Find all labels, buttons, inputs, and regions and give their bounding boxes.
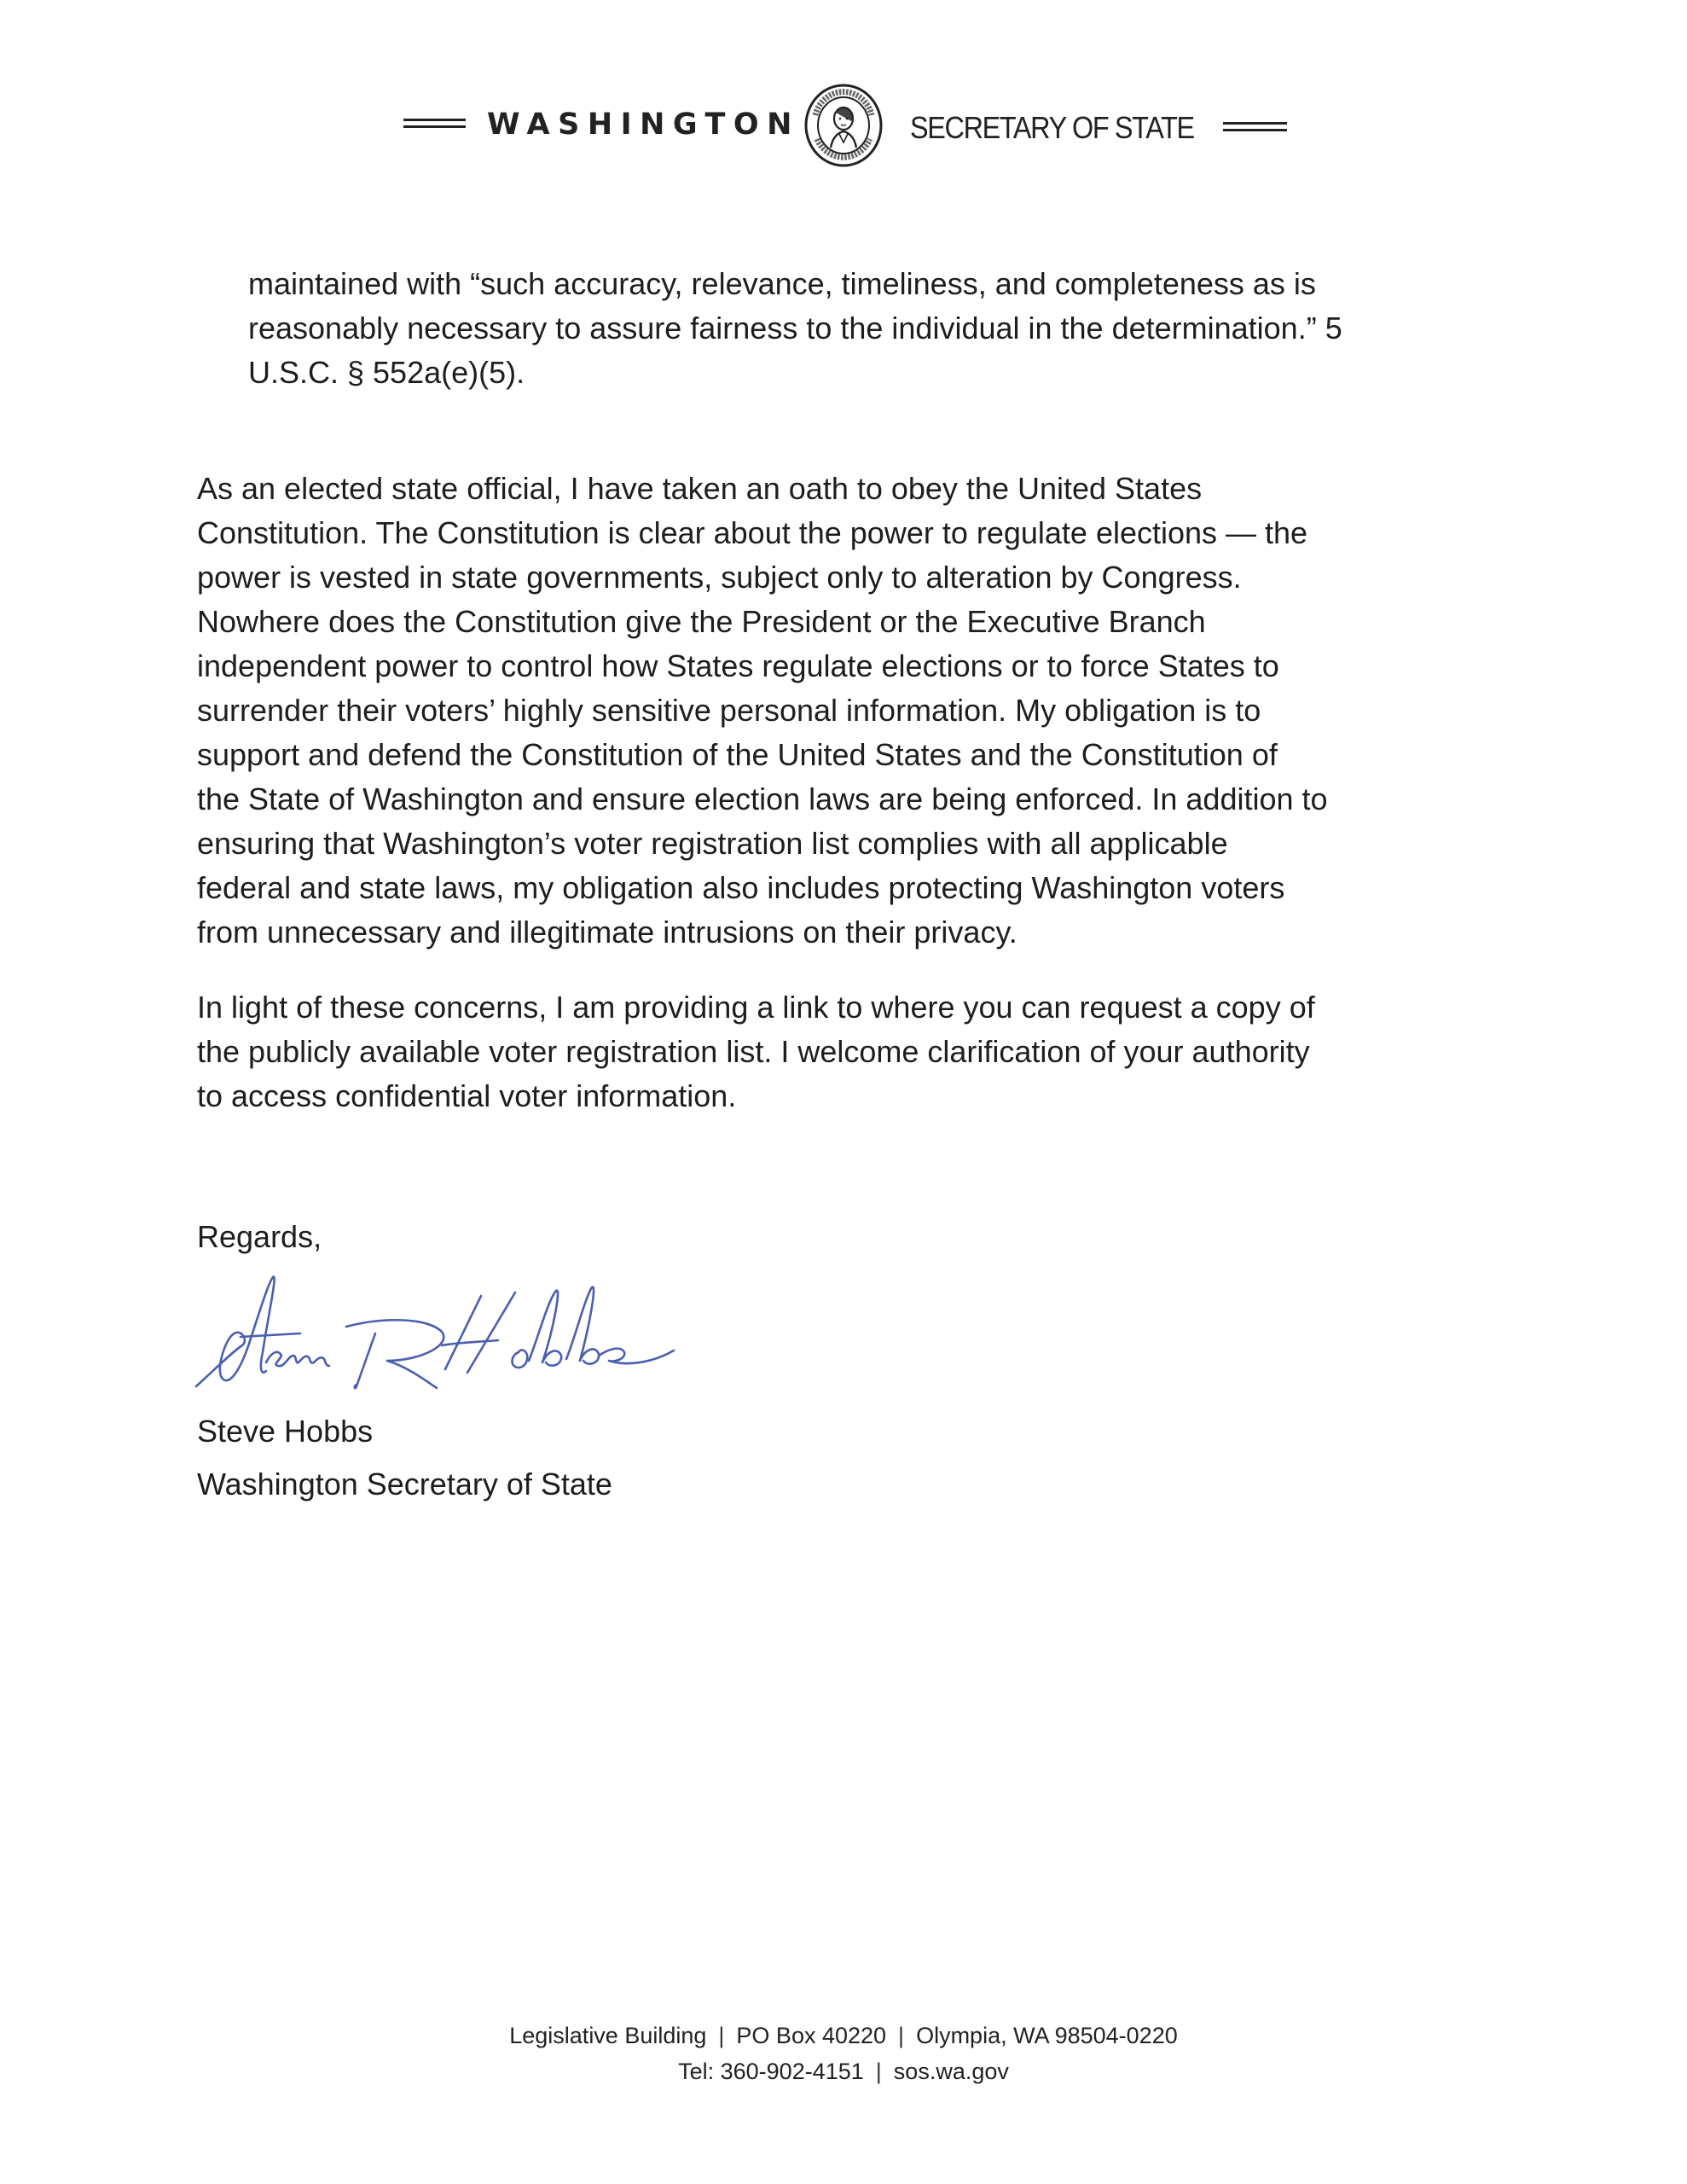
text-line: support and defend the Constitution of the United States and the Constitution of — [197, 737, 1278, 772]
letterhead-office-name: SECRETARY OF STATE — [910, 110, 1194, 145]
text-line: ensuring that Washington’s voter registration list complies with all applicable — [197, 826, 1228, 861]
text-line: In light of these concerns, I am providing a link to where you can request a copy of — [197, 990, 1315, 1025]
text-line: Constitution. The Constitution is clear about the power to regulate elections — the — [197, 515, 1308, 550]
text-line: power is vested in state governments, subject only to alteration by Congress. — [197, 560, 1242, 595]
letterhead — [0, 77, 1687, 179]
letterhead-right-rule — [1223, 122, 1287, 131]
footer-website: sos.wa.gov — [893, 2059, 1009, 2084]
concerns-paragraph — [197, 985, 1315, 1118]
footer-separator: | — [875, 2059, 882, 2084]
text-line: federal and state laws, my obligation also includes protecting Washington voters — [197, 870, 1285, 905]
footer-separator: | — [718, 2023, 725, 2048]
handwritten-signature-icon — [189, 1267, 684, 1391]
state-seal-icon — [803, 83, 884, 168]
text-line: U.S.C. § 552a(e)(5). — [248, 355, 525, 390]
text-line: independent power to control how States regulate elections or to force States to — [197, 648, 1279, 683]
text-line: maintained with “such accuracy, relevance, timeliness, and completeness as is — [248, 266, 1316, 301]
footer-building: Legislative Building — [509, 2023, 707, 2048]
text-line: the State of Washington and ensure election laws are being enforced. In addition to — [197, 781, 1328, 816]
text-line: Nowhere does the Constitution give the President or the Executive Branch — [197, 604, 1206, 639]
footer-po-box: PO Box 40220 — [736, 2023, 887, 2048]
text-line: the publicly available voter registration list. I welcome clarification of your authority — [197, 1034, 1310, 1069]
text-line: to access confidential voter information. — [197, 1078, 737, 1113]
footer-phone: Tel: 360-902-4151 — [678, 2059, 864, 2084]
text-line: from unnecessary and illegitimate intrusions on their privacy. — [197, 915, 1017, 950]
signer-name: Steve Hobbs — [197, 1414, 374, 1449]
closing-salutation: Regards, — [197, 1219, 322, 1254]
letterhead-wordmark: WASHINGTON — [487, 107, 800, 142]
signer-title: Washington Secretary of State — [197, 1467, 612, 1502]
text-line: reasonably necessary to assure fairness to the individual in the determination.” 5 — [248, 311, 1342, 346]
footer-separator: | — [898, 2023, 905, 2048]
statute-quote-paragraph — [248, 262, 1342, 395]
letterhead-left-rule — [403, 119, 466, 128]
text-line: As an elected state official, I have taken an oath to obey the United States — [197, 471, 1203, 506]
footer-address-line — [0, 2018, 1687, 2053]
footer-contact-line — [0, 2054, 1687, 2088]
text-line: surrender their voters’ highly sensitive personal information. My obligation is to — [197, 693, 1261, 728]
constitution-paragraph — [197, 467, 1328, 955]
footer-city-state-zip: Olympia, WA 98504-0220 — [916, 2023, 1178, 2048]
